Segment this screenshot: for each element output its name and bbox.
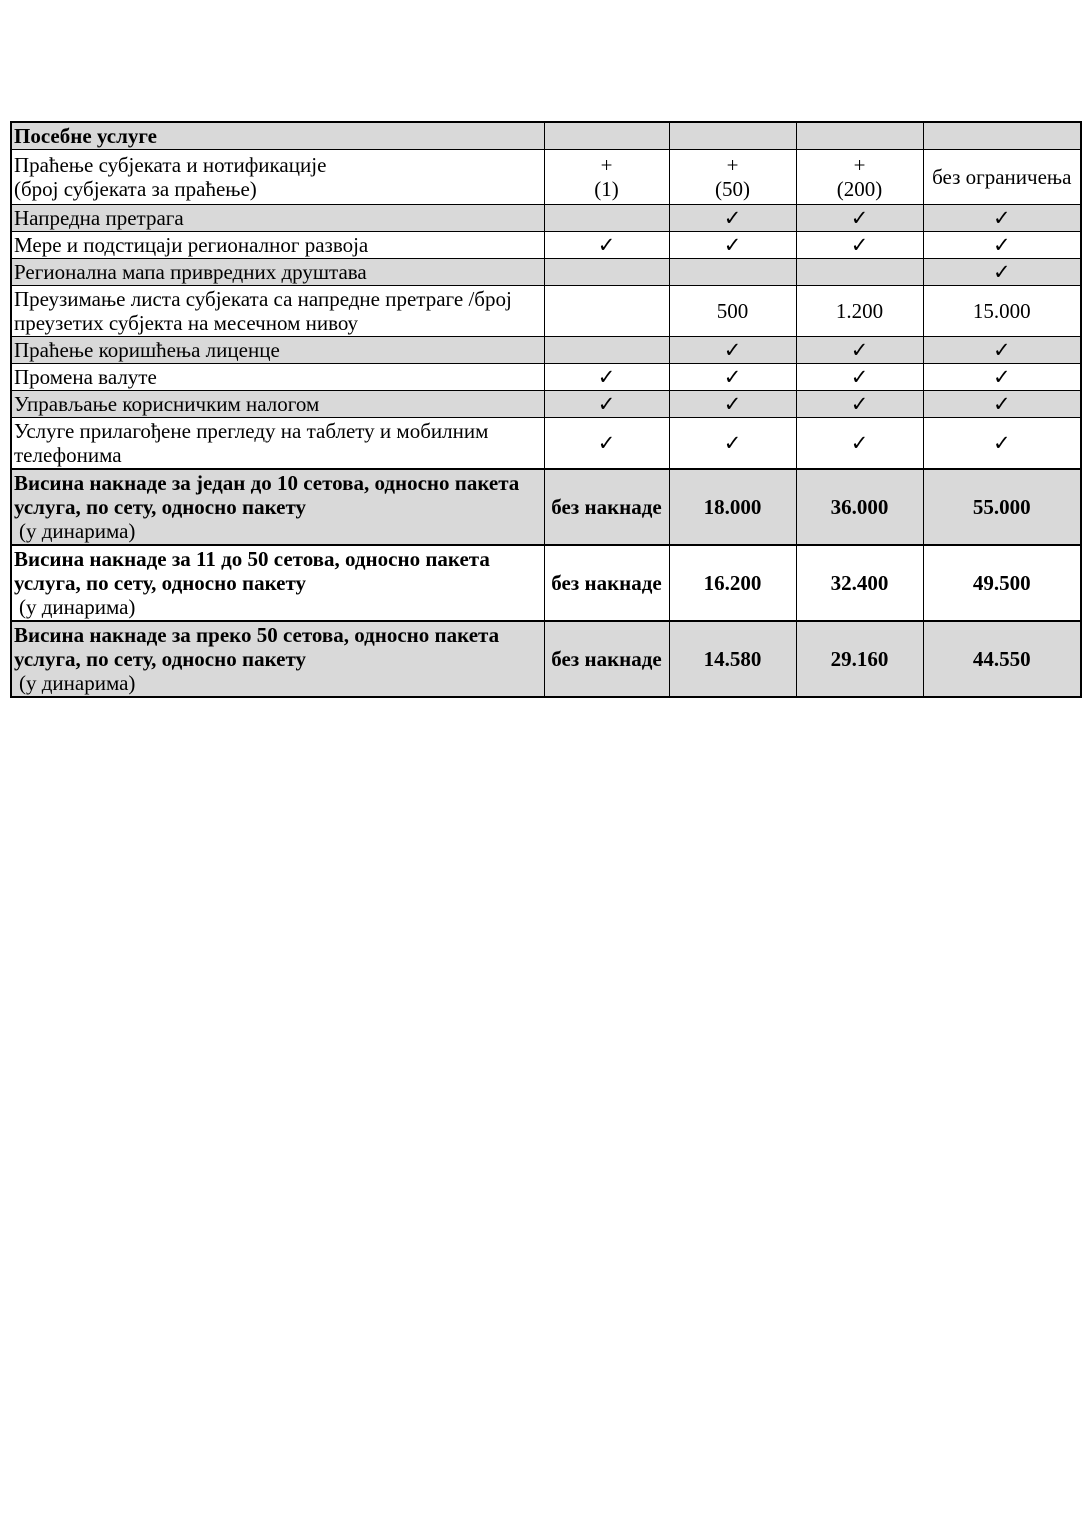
feature-label-cell (11, 205, 544, 232)
price-value-cell (923, 621, 1081, 697)
price-value: 44.550 (972, 647, 1031, 671)
feature-label-cell (11, 150, 544, 205)
price-value-cell (669, 545, 796, 621)
price-value-cell (796, 545, 923, 621)
feature-value: 500 (716, 299, 749, 323)
price-value-cell (669, 621, 796, 697)
feature-value: ✓ (723, 338, 742, 362)
feature-value-cell (544, 232, 669, 259)
tier-cell (669, 150, 796, 205)
price-value-cell (923, 545, 1081, 621)
feature-label-cell (11, 418, 544, 470)
table-row-feature (11, 259, 1081, 286)
feature-value: ✓ (850, 338, 869, 362)
feature-value-cell (544, 259, 669, 286)
feature-label-line: (број субјеката за праћење) (14, 177, 257, 201)
tier-cell (544, 150, 669, 205)
feature-label: Управљање корисничким налогом (14, 392, 320, 416)
feature-value-cell (544, 364, 669, 391)
feature-value: ✓ (992, 206, 1011, 230)
price-value: без накнаде (551, 571, 662, 595)
feature-value-cell (923, 364, 1081, 391)
tier-unlimited-label: без ограничења (932, 165, 1072, 189)
price-value-cell (796, 621, 923, 697)
tier-count: (50) (715, 177, 750, 201)
price-label-note: (у динарима) (19, 519, 136, 543)
feature-value-cell (544, 337, 669, 364)
price-value: 16.200 (703, 571, 762, 595)
price-value-cell (923, 469, 1081, 545)
feature-value-cell (796, 364, 923, 391)
empty-cell (923, 122, 1081, 150)
feature-label-cell (11, 364, 544, 391)
price-value-cell (544, 621, 669, 697)
price-label-note: (у динарима) (19, 671, 136, 695)
price-label: Висина накнаде за један до 10 сетова, односно пакета услуга, по сету, односно пакету (14, 471, 520, 519)
price-label-note: (у динарима) (19, 595, 136, 619)
table-row-feature (11, 337, 1081, 364)
feature-value-cell (544, 205, 669, 232)
tier-cell (923, 150, 1081, 205)
feature-value-cell (669, 286, 796, 337)
feature-value-cell (669, 259, 796, 286)
feature-value-cell (923, 391, 1081, 418)
feature-label-cell (11, 232, 544, 259)
feature-label-cell (11, 286, 544, 337)
price-value: без накнаде (551, 647, 662, 671)
feature-value-cell (796, 232, 923, 259)
feature-value: ✓ (850, 431, 869, 455)
feature-value-cell (796, 286, 923, 337)
tier-count: (1) (594, 177, 619, 201)
feature-value: ✓ (723, 431, 742, 455)
feature-value-cell (669, 418, 796, 470)
feature-label-cell (11, 337, 544, 364)
table-row-feature (11, 286, 1081, 337)
table-row-price-tier (11, 545, 1081, 621)
feature-value: ✓ (723, 392, 742, 416)
feature-value: ✓ (850, 365, 869, 389)
feature-value-cell (669, 364, 796, 391)
feature-value-cell (669, 337, 796, 364)
price-label-cell (11, 545, 544, 621)
feature-value-cell (669, 205, 796, 232)
feature-value-cell (923, 232, 1081, 259)
tier-plus-sign: + (726, 153, 739, 177)
feature-value: ✓ (992, 233, 1011, 257)
feature-value: ✓ (597, 365, 616, 389)
empty-cell (669, 122, 796, 150)
section-title: Посебне услуге (14, 124, 157, 148)
price-label: Висина накнаде за 11 до 50 сетова, односно пакета услуга, по сету, односно пакету (14, 547, 490, 595)
tier-plus-sign: + (600, 153, 613, 177)
feature-value-cell (923, 259, 1081, 286)
table-row-price-tier (11, 469, 1081, 545)
tier-count: (200) (836, 177, 883, 201)
tier-plus-sign: + (853, 153, 866, 177)
price-value: 49.500 (972, 571, 1031, 595)
feature-value-cell (544, 286, 669, 337)
feature-value-cell (796, 391, 923, 418)
table-row-feature (11, 205, 1081, 232)
feature-label-cell (11, 259, 544, 286)
price-value: 55.000 (972, 495, 1031, 519)
price-value: 14.580 (703, 647, 762, 671)
feature-value: ✓ (992, 338, 1011, 362)
feature-value-cell (669, 391, 796, 418)
feature-value-cell (544, 391, 669, 418)
feature-value-cell (923, 418, 1081, 470)
empty-cell (544, 122, 669, 150)
table-row-feature (11, 364, 1081, 391)
feature-value-cell (796, 205, 923, 232)
empty-cell (796, 122, 923, 150)
feature-value-cell (544, 418, 669, 470)
feature-label: Регионална мапа привредних друштава (14, 260, 367, 284)
feature-value-cell (923, 286, 1081, 337)
feature-label: Праћење коришћења лиценце (14, 338, 280, 362)
feature-label: Преузимање листа субјеката са напредне претраге /број преузетих субјекта на месечном нивоу (14, 287, 512, 335)
table-row-feature (11, 391, 1081, 418)
table-row-section-header (11, 122, 1081, 150)
feature-value: ✓ (850, 206, 869, 230)
feature-label-cell (11, 391, 544, 418)
price-label-cell (11, 469, 544, 545)
feature-value-cell (923, 337, 1081, 364)
feature-label: Мере и подстицаји регионалног развоја (14, 233, 369, 257)
table-row-feature (11, 232, 1081, 259)
feature-value-cell (796, 259, 923, 286)
price-value-cell (544, 545, 669, 621)
feature-value: ✓ (992, 392, 1011, 416)
table-row-feature (11, 418, 1081, 470)
feature-value: ✓ (850, 233, 869, 257)
tier-cell (796, 150, 923, 205)
feature-label: Промена валуте (14, 365, 157, 389)
price-value: без накнаде (551, 495, 662, 519)
feature-value-cell (796, 337, 923, 364)
feature-label: Услуге прилагођене прегледу на таблету и мобилним телефонима (14, 419, 489, 467)
feature-label: Напредна претрага (14, 206, 184, 230)
price-value: 36.000 (830, 495, 889, 519)
price-label: Висина накнаде за преко 50 сетова, односно пакета услуга, по сету, односно пакету (14, 623, 500, 671)
feature-value: 1.200 (835, 299, 884, 323)
feature-value-cell (923, 205, 1081, 232)
feature-value: ✓ (723, 206, 742, 230)
price-value: 18.000 (703, 495, 762, 519)
pricing-table (10, 121, 1082, 698)
section-title-cell (11, 122, 544, 150)
feature-value: ✓ (992, 431, 1011, 455)
feature-label-line: Праћење субјеката и нотификације (14, 153, 327, 177)
feature-value: ✓ (597, 431, 616, 455)
table-row-price-tier (11, 621, 1081, 697)
price-value: 32.400 (830, 571, 889, 595)
feature-value: ✓ (597, 233, 616, 257)
feature-value: ✓ (992, 260, 1011, 284)
feature-value: ✓ (850, 392, 869, 416)
feature-value-cell (796, 418, 923, 470)
price-value: 29.160 (830, 647, 889, 671)
price-value-cell (796, 469, 923, 545)
table-row-plan-tiers (11, 150, 1081, 205)
feature-value: ✓ (992, 365, 1011, 389)
price-value-cell (544, 469, 669, 545)
price-value-cell (669, 469, 796, 545)
feature-value: 15.000 (972, 299, 1031, 323)
feature-value: ✓ (723, 233, 742, 257)
feature-value: ✓ (597, 392, 616, 416)
feature-value-cell (669, 232, 796, 259)
price-label-cell (11, 621, 544, 697)
feature-value: ✓ (723, 365, 742, 389)
